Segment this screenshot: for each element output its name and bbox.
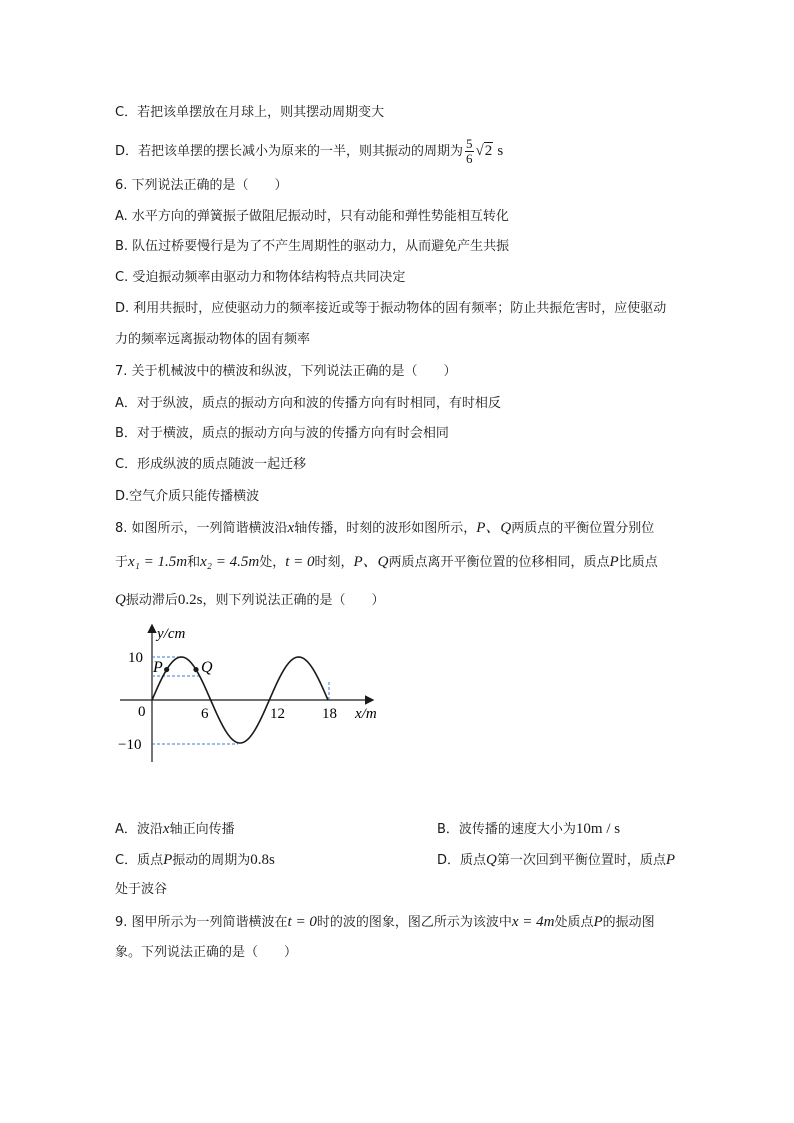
math-x1: x₁ = 1.5m [128, 554, 188, 570]
sqrt-expression: √2 [475, 143, 493, 159]
text: 轴正向传播 [169, 822, 235, 837]
text: 比质点 [618, 555, 658, 570]
x-tick-18: 18 [322, 706, 337, 722]
x-tick-6: 6 [201, 706, 209, 722]
text: 9. 图甲所示为一列简谐横波在 [115, 915, 288, 930]
q8-option-a [115, 822, 235, 837]
q6-option-d-line1: D. 利用共振时，应使驱动力的频率接近或等于振动物体的固有频率；防止共振危害时，应使驱动 [115, 301, 667, 316]
q8-options-row1 [115, 820, 735, 839]
text: A．波沿 [115, 822, 163, 837]
text: 于 [115, 555, 129, 570]
text: 和 [187, 555, 201, 570]
q8-option-d [437, 851, 675, 870]
q7-option-b: B．对于横波，质点的振动方向与波的传播方向有时会相同 [115, 426, 449, 441]
text: 振动滞后 [125, 593, 178, 608]
text: 时的波的图象，图乙所示为该波中 [316, 915, 512, 930]
text: 处， [259, 555, 286, 570]
point-q [193, 667, 198, 672]
q9-stem-line2: 象。下列说法正确的是（ ） [115, 945, 298, 960]
q8-stem-line1 [115, 519, 654, 538]
q9-stem-line1 [115, 913, 655, 932]
q8-option-b [437, 820, 620, 839]
math-t: t = 0 [285, 554, 315, 570]
q8-stem-line3 [115, 591, 384, 610]
q6-stem: 6. 下列说法正确的是（ ） [115, 178, 288, 193]
math-x: x [162, 821, 170, 837]
q8-option-d-cont: 处于波谷 [115, 882, 168, 897]
q5-option-d-text: D．若把该单摆的摆长减小为原来的一半，则其振动的周期为 [115, 144, 464, 159]
q6-option-b: B. 队伍过桥要慢行是为了不产生周期性的驱动力，从而避免产生共振 [115, 239, 510, 254]
q7-option-a: A．对于纵波，质点的振动方向和波的传播方向有时相同，有时相反 [115, 396, 501, 411]
q8-option-c [115, 853, 275, 868]
math-time: 0.2s [177, 592, 203, 608]
math-p: P [593, 914, 603, 930]
q7-option-c: C．形成纵波的质点随波一起迁移 [115, 457, 307, 472]
point-p [164, 667, 169, 672]
q6-option-d-line2: 力的频率远离振动物体的固有频率 [115, 332, 311, 347]
radicand: 2 [484, 143, 493, 159]
math-pq: P、Q [476, 520, 512, 536]
text: ，则下列说法正确的是（ ） [202, 593, 385, 608]
fraction [465, 137, 474, 166]
q7-option-d: D.空气介质只能传播横波 [115, 489, 260, 504]
y-axis-label: y/cm [157, 626, 186, 642]
math-t: 0.8s [250, 852, 275, 868]
math-x2: x₂ = 4.5m [200, 554, 260, 570]
math-t: t = 0 [287, 914, 317, 930]
text: 轴传播，时刻的波形如图所示， [294, 521, 477, 536]
q5-option-c: C．若把该单摆放在月球上，则其摆动周期变大 [115, 105, 385, 120]
text: 处质点 [554, 915, 594, 930]
math-p: P [665, 852, 676, 868]
text: 第一次回到平衡位置时，质点 [496, 853, 666, 868]
q6-option-c: C. 受迫振动频率由驱动力和物体结构特点共同决定 [115, 270, 406, 285]
x-tick-12: 12 [270, 706, 285, 722]
text: 8. 如图所示，一列简谐横波沿 [115, 521, 288, 536]
unit: s [497, 143, 504, 159]
text: B．波传播的速度大小为 [437, 822, 576, 837]
text: C．质点 [115, 853, 164, 868]
math-x: x [287, 520, 295, 536]
math-pq: P、Q [353, 554, 389, 570]
q8-stem-line2 [115, 553, 658, 572]
text: 的振动图 [602, 915, 655, 930]
x-axis-label: x/m [355, 706, 377, 722]
q8-options-row2 [115, 851, 735, 870]
math-q: Q [115, 592, 126, 608]
fraction-numerator: 5 [466, 136, 473, 151]
point-q-label: Q [201, 659, 213, 676]
y-tick-minus-10: −10 [118, 737, 142, 753]
q6-option-a: A. 水平方向的弹簧振子做阻尼振动时，只有动能和弹性势能相互转化 [115, 209, 509, 224]
math-x: x = 4m [511, 914, 555, 930]
text: 时刻， [314, 555, 354, 570]
text: 两质点的平衡位置分别位 [511, 521, 655, 536]
fraction-denominator: 6 [466, 151, 473, 166]
math-p: P [163, 852, 173, 868]
q5-option-d [115, 136, 503, 166]
text: 振动的周期为 [172, 853, 251, 868]
text: 两质点离开平衡位置的位移相同，质点 [388, 555, 610, 570]
q7-stem: 7. 关于机械波中的横波和纵波，下列说法正确的是（ ） [115, 364, 457, 379]
math-v: 10m / s [575, 821, 621, 837]
y-tick-10: 10 [128, 650, 143, 666]
math-q: Q [486, 852, 497, 868]
wave-figure [110, 620, 410, 780]
math-p: P [609, 554, 619, 570]
text: D．质点 [437, 853, 487, 868]
origin-label: 0 [138, 704, 146, 720]
point-p-label: P [153, 659, 163, 676]
